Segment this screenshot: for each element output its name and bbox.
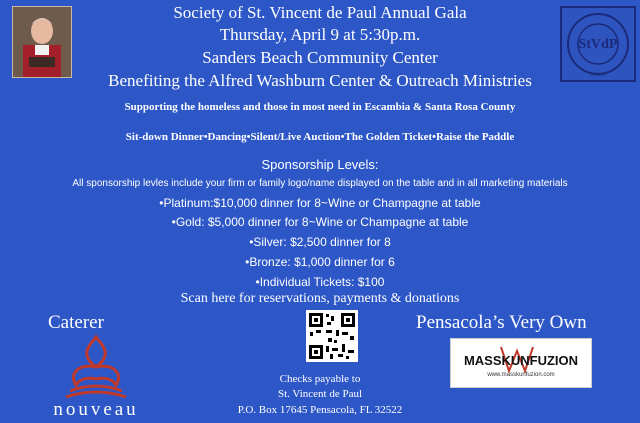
seal-center-text: StVdP xyxy=(578,37,618,52)
gala-venue: Sanders Beach Community Center xyxy=(202,48,438,67)
seal-bottom-text: U.S.A. xyxy=(589,72,607,78)
sponsor-level-silver: •Silver: $2,500 dinner for 8 xyxy=(249,235,391,249)
sponsorship-note: All sponsorship levles include your firm or family logo/name displayed on the table and in all marketing materials xyxy=(72,178,568,189)
sponsor-level-platinum: •Platinum:$10,000 dinner for 8~Wine or Champagne at table xyxy=(159,196,481,210)
sponsor-level-bronze: •Bronze: $1,000 dinner for 6 xyxy=(245,255,395,269)
masskunfuzion-logo xyxy=(450,338,592,388)
support-line: Supporting the homeless and those in most need in Escambia & Santa Rosa County xyxy=(124,101,516,113)
gala-beneficiary: Benefiting the Alfred Washburn Center & Outreach Ministries xyxy=(108,71,532,90)
sponsorship-heading: Sponsorship Levels: xyxy=(261,157,379,172)
checks-line-1: Checks payable to xyxy=(279,373,361,385)
scan-line: Scan here for reservations, payments & donations xyxy=(180,291,460,306)
gala-title: Society of St. Vincent de Paul Annual Gala xyxy=(173,3,467,22)
checks-line-2: St. Vincent de Paul xyxy=(277,388,363,400)
masskunfuzion-logo-text: MASSKUNFUZION xyxy=(463,353,579,368)
entertainment-label: Pensacola’s Very Own xyxy=(416,312,587,333)
gala-date: Thursday, April 9 at 5:30p.m. xyxy=(219,25,421,44)
nouveau-logo-text: nouveau xyxy=(53,399,139,420)
qr-code[interactable] xyxy=(306,310,358,362)
checks-address: P.O. Box 17645 Pensacola, FL 32522 xyxy=(237,404,403,416)
sponsor-level-gold: •Gold: $5,000 dinner for 8~Wine or Champagne at table xyxy=(171,215,469,229)
activities-line: Sit-down Dinner•Dancing•Silent/Live Auction•The Golden Ticket•Raise the Paddle xyxy=(125,131,515,143)
individual-tickets: •Individual Tickets: $100 xyxy=(255,275,385,289)
caterer-label: Caterer xyxy=(48,312,104,333)
masskunfuzion-url: www.masskunfuzion.com xyxy=(487,372,555,378)
